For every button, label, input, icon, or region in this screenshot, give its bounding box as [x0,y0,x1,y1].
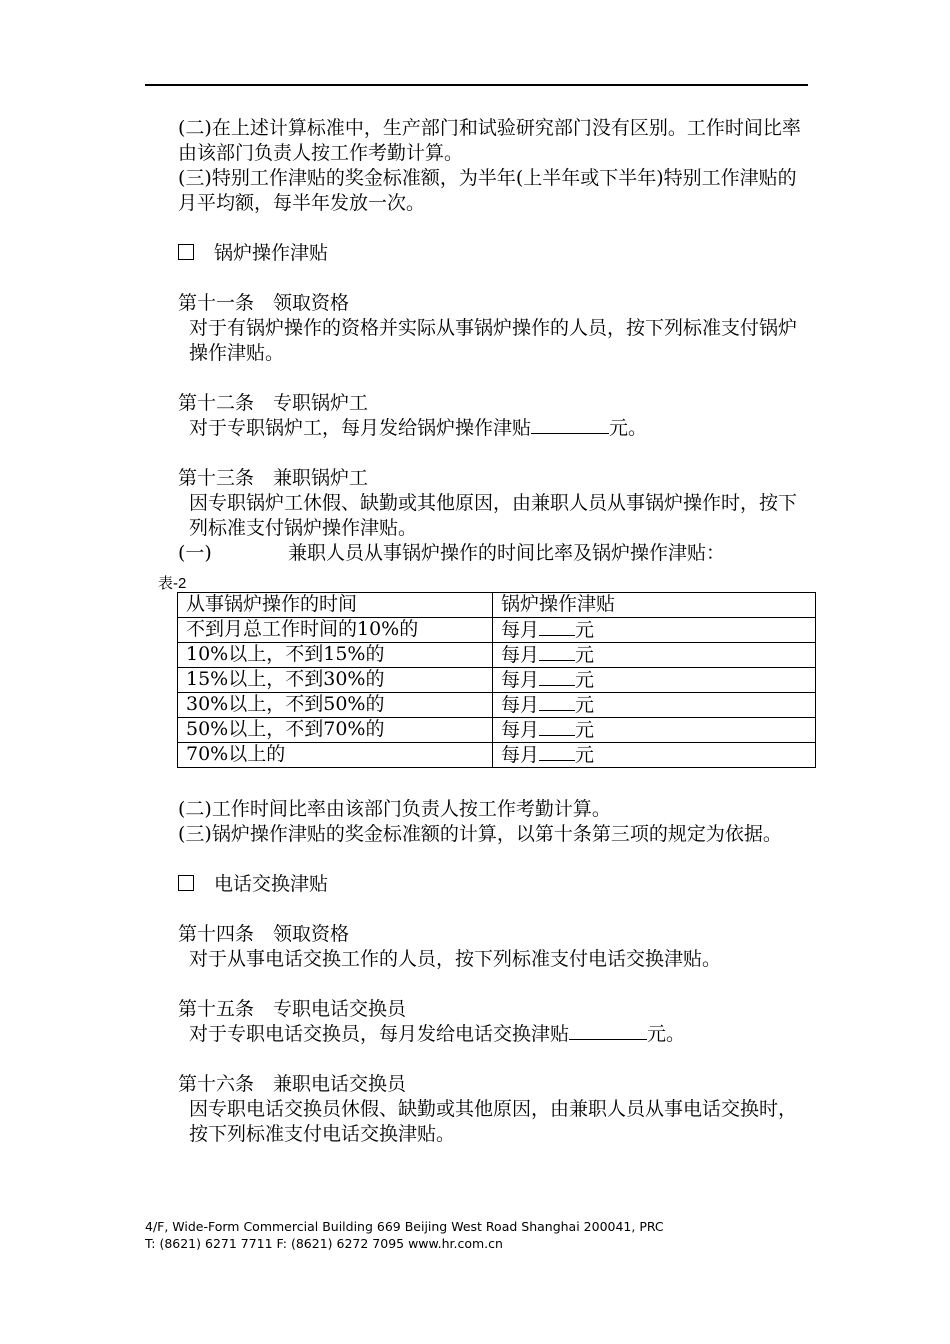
checkbox-square-icon [178,875,194,891]
article-title: 第十三条 兼职锅炉工 [178,467,369,489]
checkbox-square-icon [178,244,194,260]
table-cell: 30%以上，不到50%的 [178,692,493,717]
header-rule [145,84,808,86]
table-header-cell: 从事锅炉操作的时间 [178,593,493,618]
table-cell: 不到月总工作时间的10%的 [178,617,493,642]
paragraph: (二)工作时间比率由该部门负责人按工作考勤计算。 [178,798,611,820]
list-item: (一) 兼职人员从事锅炉操作的时间比率及锅炉操作津贴： [178,542,726,564]
table-cell: 每月 元 [493,642,816,667]
table-cell: 每月 元 [493,742,816,767]
table-label: 表-2 [158,575,187,592]
paragraph: (三)特别工作津贴的奖金标准额，为半年(上半年或下半年)特别工作津贴的月平均额，每半年发放一次。 [178,167,797,214]
section-heading-boiler: 锅炉操作津贴 [145,241,808,266]
table-row [178,642,816,667]
table-cell: 每月 元 [493,667,816,692]
document-body [145,116,808,566]
table-row [178,692,816,717]
article-title: 第十六条 兼职电话交换员 [178,1073,407,1095]
table-cell: 15%以上，不到30%的 [178,667,493,692]
table-header-row [178,593,816,618]
article-text: 因专职锅炉工休假、缺勤或其他原因，由兼职人员从事锅炉操作时，按下列标准支付锅炉操作津贴。 [189,492,798,539]
table-cell: 每月 元 [493,692,816,717]
footer-contact: T: (8621) 6271 7711 F: (8621) 6272 7095 www.hr.com.cn [145,1236,503,1251]
paragraph: (二)在上述计算标准中，生产部门和试验研究部门没有区别。工作时间比率由该部门负责人按工作考勤计算。 [178,117,801,164]
article-text: 对于专职锅炉工，每月发给锅炉操作津贴 元。 [189,417,648,439]
article-title: 第十五条 专职电话交换员 [178,998,407,1020]
table-row [178,667,816,692]
article-text: 对于专职电话交换员，每月发给电话交换津贴 元。 [189,1023,686,1045]
article-text: 因专职电话交换员休假、缺勤或其他原因，由兼职人员从事电话交换时，按下列标准支付电话交换津贴。 [189,1098,798,1145]
table-row [178,617,816,642]
fill-blank [531,416,609,434]
section-heading-phone: 电话交换津贴 [145,872,808,897]
article-text: 对于从事电话交换工作的人员，按下列标准支付电话交换津贴。 [189,948,722,970]
table-row [178,742,816,767]
article-title: 第十二条 专职锅炉工 [178,392,369,414]
footer-address: 4/F, Wide-Form Commercial Building 669 Beijing West Road Shanghai 200041, PRC [145,1219,664,1234]
table-cell: 10%以上，不到15%的 [178,642,493,667]
article-title: 第十一条 领取资格 [178,292,350,314]
page-footer [145,1218,664,1252]
table-cell: 50%以上，不到70%的 [178,717,493,742]
fill-blank [569,1022,647,1040]
article-text: 对于有锅炉操作的资格并实际从事锅炉操作的人员，按下列标准支付锅炉操作津贴。 [189,317,798,364]
paragraph: (三)锅炉操作津贴的奖金标准额的计算，以第十条第三项的规定为依据。 [178,823,782,845]
table-cell: 每月 元 [493,617,816,642]
table-header-cell: 锅炉操作津贴 [493,593,816,618]
table-cell: 每月 元 [493,717,816,742]
table-cell: 70%以上的 [178,742,493,767]
allowance-table [177,592,816,768]
article-title: 第十四条 领取资格 [178,923,350,945]
document-body-continued [145,797,808,1147]
table-row [178,717,816,742]
